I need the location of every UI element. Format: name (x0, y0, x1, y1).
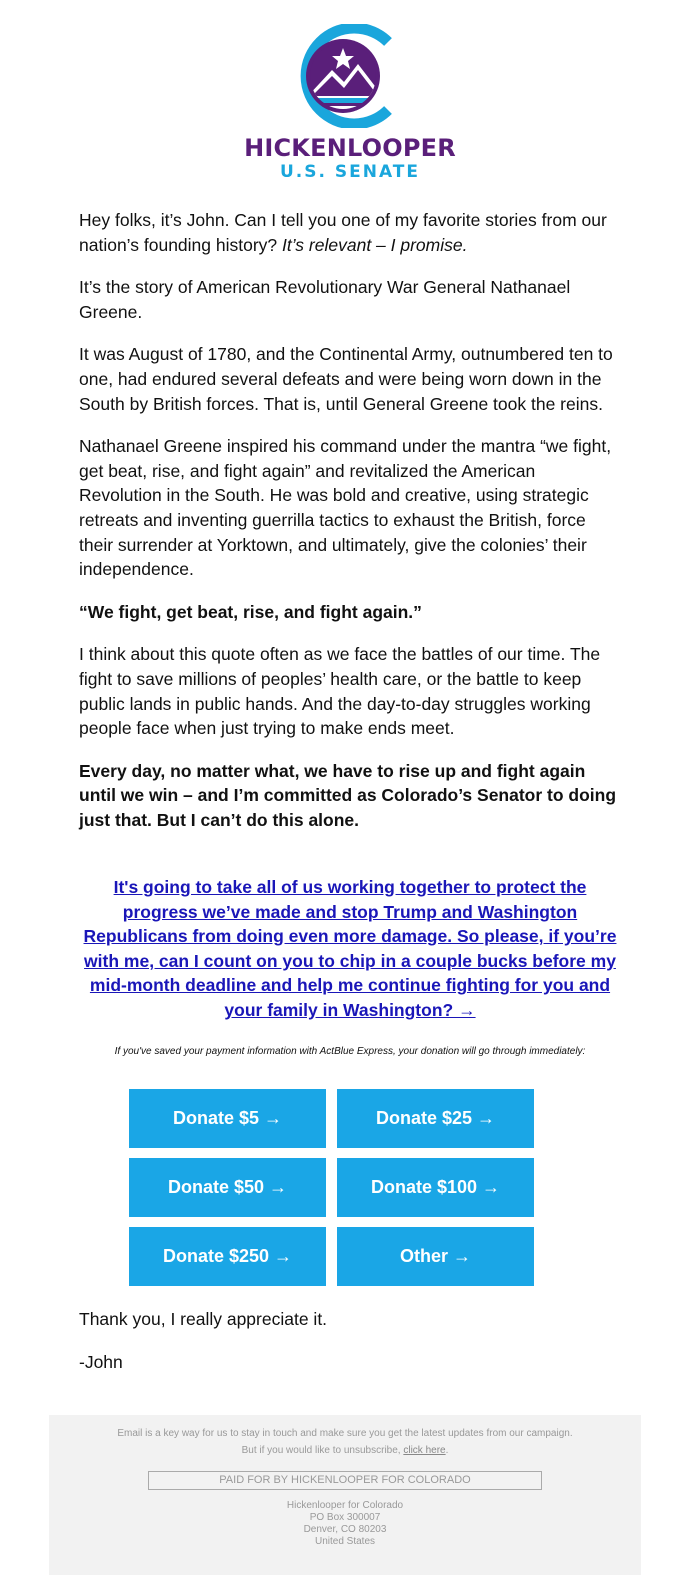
paragraph-battles: I think about this quote often as we face the battles of our time. The fight to save millions of peoples’ health care, or the battle to keep public lands in public hands. And the day-to-day struggles working people face when just trying to make ends meet. (79, 644, 601, 739)
mountain-star-emblem-icon (288, 24, 412, 128)
campaign-logo (230, 24, 470, 186)
unsubscribe-link[interactable]: click here (403, 1445, 446, 1456)
footer-unsubscribe: But if you would like to unsubscribe, click here. (241, 1445, 449, 1456)
quote: “We fight, get beat, rise, and fight again.” (79, 601, 422, 622)
email-footer (49, 1415, 641, 1575)
donate-25-button[interactable]: Donate $25 → (337, 1089, 534, 1148)
donate-250-button[interactable]: Donate $250 → (129, 1227, 326, 1286)
address-line: United States (314, 1536, 376, 1547)
paragraph-history: It was August of 1780, and the Continental Army, outnumbered ten to one, had endured several defeats and were being worn down in the South by British forces. That is, until General Greene took the reins. (79, 344, 613, 414)
signature: -John (79, 1352, 123, 1372)
address-line: Denver, CO 80203 (303, 1524, 387, 1535)
donate-100-button[interactable]: Donate $100 → (337, 1158, 534, 1217)
donate-other-button[interactable]: Other → (337, 1227, 534, 1286)
logo-name: HICKENLOOPER (244, 134, 456, 162)
logo-subtitle: U.S. SENATE (279, 162, 420, 182)
footer-info: Email is a key way for us to stay in touch and make sure you get the latest updates from our campaign. (117, 1428, 573, 1439)
intro-emphasis: It’s relevant – I promise. (282, 234, 468, 255)
paragraph-commitment: Every day, no matter what, we have to rise up and fight again until we win – and I’m committed as Colorado’s Senator to doing just that. But I can’t do this alone. (79, 760, 617, 830)
donate-5-button[interactable]: Donate $5 → (129, 1089, 326, 1148)
paid-for-disclaimer: PAID FOR BY HICKENLOOPER FOR COLORADO (148, 1471, 542, 1490)
address-line: Hickenlooper for Colorado (286, 1500, 404, 1511)
paragraph-story: It’s the story of American Revolutionary War General Nathanael Greene. (79, 277, 571, 322)
thank-you-text: Thank you, I really appreciate it. (79, 1309, 328, 1329)
actblue-note: If you've saved your payment information with ActBlue Express, your donation will go through immediately: (114, 1046, 586, 1057)
donate-50-button[interactable]: Donate $50 → (129, 1158, 326, 1217)
address-line: PO Box 300007 (309, 1512, 381, 1523)
email-body (79, 208, 619, 850)
paragraph-greene: Nathanael Greene inspired his command under the mantra “we fight, get beat, rise, and fight again” and revitalized the American Revolution in the South. He was bold and creative, using strategic retreats and inventing guerrilla tactics to exhaust the British, force their surrender at Yorktown, and ultimately, give the colonies’ their independence. (79, 436, 612, 580)
paragraph-intro: Hey folks, it’s John. Can I tell you one of my favorite stories from our nation’s founding history? It’s relevant – I promise. (79, 210, 607, 255)
donate-cta-link[interactable]: It's going to take all of us working together to protect the progress we’ve made and stop Trump and Washington Republicans from doing even more damage. So please, if you’re with me, can I count on you to chip in a couple bucks before my mid-month deadline and help me continue fighting for you and your family in Washington? → (83, 877, 617, 1020)
